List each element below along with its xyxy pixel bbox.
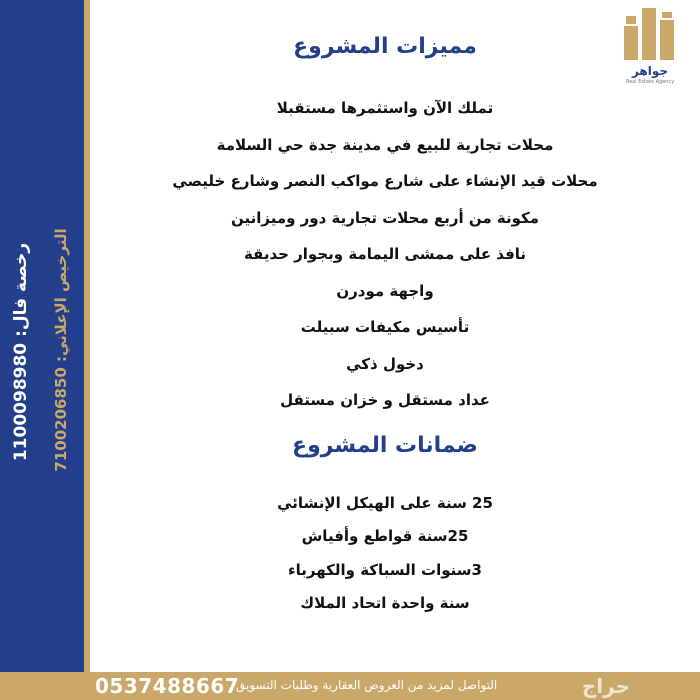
feature-item: تأسيس مكيفات سبيلت (300, 318, 470, 336)
features-title: مميزات المشروع (293, 34, 477, 59)
logo-name: جواهر (631, 64, 669, 78)
logo-subtitle: Real Estate Agency (625, 79, 675, 85)
feature-item: دخول ذكي (346, 354, 424, 373)
guarantee-item: 25 سنة على الهيكل الإنشائي (277, 493, 493, 512)
guarantee-item: 3سنوات السباكة والكهرباء (288, 560, 482, 579)
feature-item: واجهة مودرن (336, 281, 434, 300)
guarantee-item: 25سنة قواطع وأفياش (301, 527, 469, 545)
guarantees-list (130, 487, 640, 621)
guarantee-item: سنة واحدة اتحاد الملاك (300, 594, 470, 612)
feature-item: عداد مستقل و خزان مستقل (280, 391, 490, 409)
feature-item: نافذ على ممشى اليمامة وبجوار حديقة (243, 245, 527, 263)
main-content (130, 30, 640, 621)
haraj-watermark: حراج (581, 674, 630, 698)
side-bar (0, 0, 90, 672)
fal-license-text: رخصة فال: 1100098980 (11, 242, 31, 462)
feature-item: مكونة من أربع محلات تجارية دور وميزانين (230, 208, 540, 227)
feature-item: محلات قيد الإنشاء على شارع مواكب النصر وشارع خليصي (172, 172, 598, 190)
guarantees-title: ضمانات المشروع (292, 432, 478, 458)
ad-license-text: الترخيص الإعلاني: 7100206850 (52, 228, 70, 472)
feature-item: تملك الآن واستثمرها مستقبلا (276, 99, 494, 117)
ad-license (48, 210, 74, 490)
feature-item: محلات تجارية للبيع في مدينة جدة حي السلامة (216, 135, 554, 154)
footer-bar (0, 672, 700, 700)
features-list (130, 90, 640, 419)
contact-text: التواصل لمزيد من العروض العقارية وطلبات التسويق (236, 678, 498, 692)
phone-number[interactable]: 0537488667 (95, 674, 240, 698)
fal-license (8, 232, 34, 472)
